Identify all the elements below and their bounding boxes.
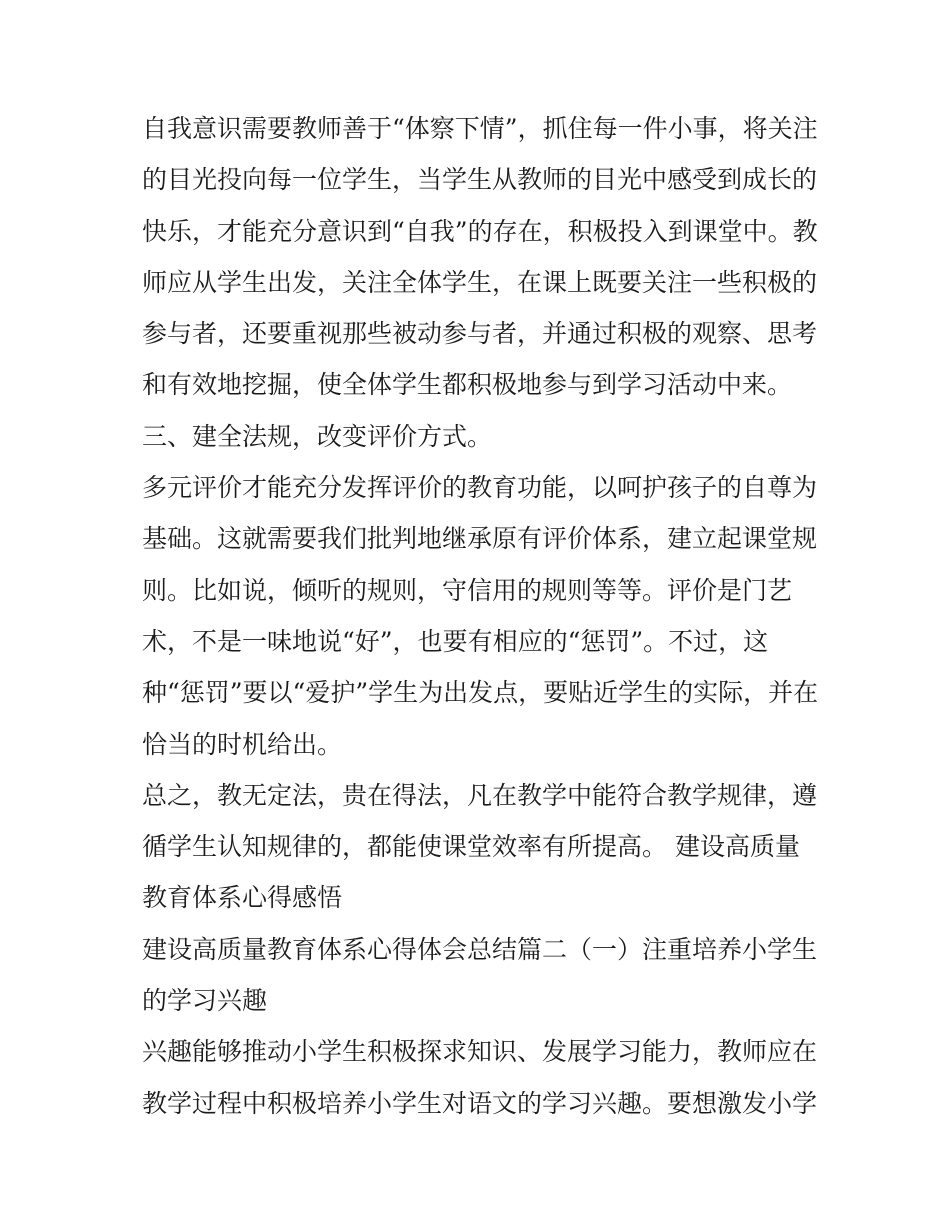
text-line: 和有效地挖掘，使全体学生都积极地参与到学习活动中来。 bbox=[142, 370, 793, 400]
text-line: 兴趣能够推动小学生积极探求知识、发展学习能力，教师应在 bbox=[142, 1037, 818, 1067]
text-line: 师应从学生出发，关注全体学生，在课上既要关注一些积极的 bbox=[142, 267, 818, 297]
text-line: 的目光投向每一位学生，当学生从教师的目光中感受到成长的 bbox=[142, 165, 818, 195]
text-line: 参与者，还要重视那些被动参与者，并通过积极的观察、思考 bbox=[142, 319, 818, 349]
text-line: 则。比如说，倾听的规则，守信用的规则等等。评价是门艺 bbox=[142, 575, 793, 605]
text-line: 种“惩罚”要以“爱护”学生为出发点，要贴近学生的实际，并在 bbox=[142, 678, 819, 708]
text-line: 术，不是一味地说“好”，也要有相应的“惩罚”。不过，这 bbox=[142, 626, 769, 656]
text-line: 循学生认知规律的，都能使课堂效率有所提高。 建设高质量 bbox=[142, 832, 800, 862]
text-line: 教学过程中积极培养小学生对语文的学习兴趣。要想激发小学 bbox=[142, 1088, 818, 1118]
text-line: 教育体系心得感悟 bbox=[142, 883, 343, 913]
section-heading: 三、建全法规，改变评价方式。 bbox=[142, 421, 493, 451]
text-line: 快乐，才能充分意识到“自我”的存在，积极投入到课堂中。教 bbox=[142, 216, 818, 246]
section-heading: 的学习兴趣 bbox=[142, 986, 268, 1016]
document-body bbox=[142, 103, 842, 1129]
text-line: 基础。这就需要我们批判地继承原有评价体系，建立起课堂规 bbox=[142, 524, 818, 554]
section-heading: 建设高质量教育体系心得体会总结篇二（一）注重培养小学生 bbox=[142, 934, 818, 964]
text-line: 总之，教无定法，贵在得法，凡在教学中能符合教学规律，遵 bbox=[142, 780, 818, 810]
text-line: 自我意识需要教师善于“体察下情”，抓住每一件小事，将关注 bbox=[142, 114, 818, 143]
text-line: 恰当的时机给出。 bbox=[142, 729, 343, 759]
text-line: 多元评价才能充分发挥评价的教育功能，以呵护孩子的自尊为 bbox=[142, 473, 818, 503]
